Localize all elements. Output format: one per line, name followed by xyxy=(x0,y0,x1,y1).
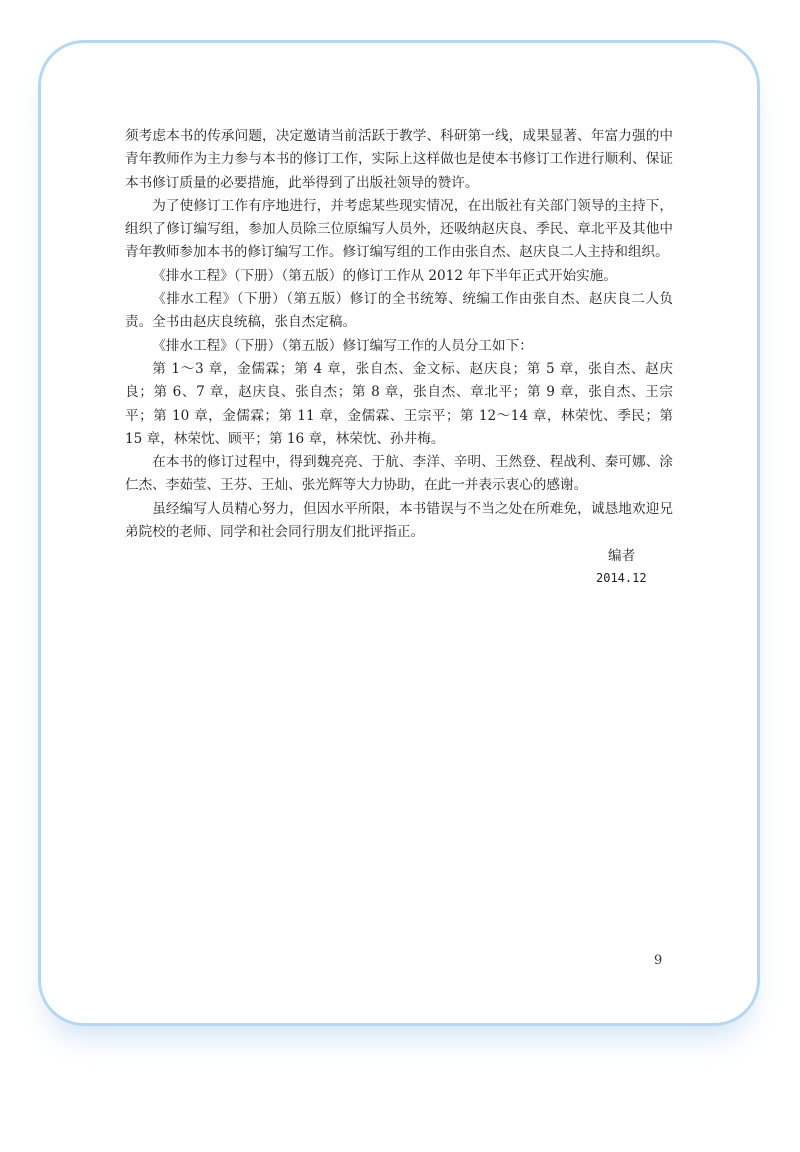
document-body xyxy=(125,125,673,544)
paragraph-closing: 虽经编写人员精心努力，但因水平所限，本书错误与不当之处在所难免，诚恳地欢迎兄弟院校的老师、同学和社会同行朋友们批评指正。 xyxy=(125,500,673,541)
paragraph-editing-group: 为了使修订工作有序地进行，并考虑某些现实情况，在出版社有关部门领导的主持下，组织了修订编写组，参加人员除三位原编写人员外，还吸纳赵庆良、季民、章北平及其他中青年教师参加本书的修订编写工作。修订编写组的工作由张自杰、赵庆良二人主持和组织。 xyxy=(125,197,673,261)
paragraph-chapter-assignments: 第 1～3 章，金儒霖；第 4 章，张自杰、金文标、赵庆良；第 5 章，张自杰、赵庆良；第 6、7 章，赵庆良、张自杰；第 8 章，张自杰、章北平；第 9 章，张自杰、王宗平；第 10 章，金儒霖；第 11 章，金儒霖、王宗平；第 12～14 章，林荣忱、季民；第 15 章，林荣忱、顾平；第 16 章，林荣忱、孙井梅。 xyxy=(125,360,673,447)
signature-author: 编者 xyxy=(608,548,636,564)
paragraph-continuation: 须考虑本书的传承问题，决定邀请当前活跃于教学、科研第一线，成果显著、年富力强的中青年教师作为主力参与本书的修订工作，实际上这样做也是使本书修订工作进行顺利、保证本书修订质量的必要措施，此举得到了出版社领导的赞许。 xyxy=(125,128,673,191)
paragraph-division-intro: 《排水工程》（下册）（第五版）修订编写工作的人员分工如下： xyxy=(152,337,533,354)
signature-date: 2014.12 xyxy=(596,571,647,585)
paragraph-acknowledgements: 在本书的修订过程中，得到魏亮亮、于航、李洋、辛明、王然登、程战利、秦可娜、涂仁杰、李茹莹、王芬、王灿、张光辉等大力协助，在此一并表示衷心的感谢。 xyxy=(125,454,673,494)
page-number: 9 xyxy=(654,953,663,968)
paragraph-start-date: 《排水工程》（下册）（第五版）的修订工作从 2012 年下半年正式开始实施。 xyxy=(152,267,617,284)
signature-block xyxy=(596,545,676,589)
paragraph-coordination: 《排水工程》（下册）（第五版）修订的全书统筹、统编工作由张自杰、赵庆良二人负责。全书由赵庆良统稿，张自杰定稿。 xyxy=(125,291,673,331)
